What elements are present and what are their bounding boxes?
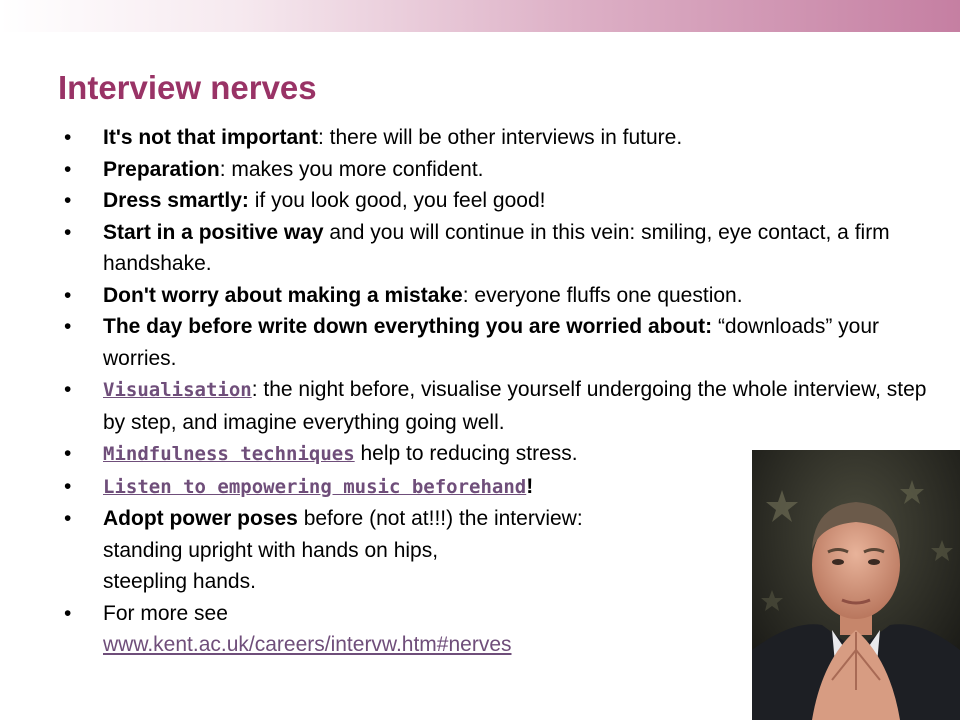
bullet-text: if you look good, you feel good! — [248, 189, 546, 212]
bullet-positive-start — [60, 217, 940, 280]
bullet-preparation — [60, 154, 940, 186]
bullet-text: and you will continue in this vein: smiling, eye contact, a firm handshake. — [103, 220, 890, 275]
bullet-text-line3: steepling hands. — [103, 570, 256, 593]
bullet-dot: • — [64, 283, 72, 307]
mindfulness-link[interactable]: Mindfulness techniques — [103, 443, 355, 465]
bullet-text: ! — [526, 474, 534, 498]
bullet-text: before (not at!!!) the interview: — [297, 507, 583, 530]
bullet-text: : everyone fluffs one question. — [462, 283, 743, 307]
bullet-dot: • — [64, 315, 72, 338]
bullet-dress-smartly — [60, 185, 940, 217]
bullet-write-worries — [60, 311, 940, 374]
bullet-dot: • — [64, 378, 72, 401]
top-gradient-band — [0, 0, 960, 32]
bullet-text: : there will be other interviews in future. — [317, 126, 683, 149]
bullet-dot: • — [64, 507, 72, 530]
bullet-bold-text: The day before write down everything you are worried about: — [103, 315, 713, 338]
bullet-dot: • — [64, 126, 72, 149]
kent-careers-link[interactable]: www.kent.ac.uk/careers/intervw.htm#nerves — [103, 633, 512, 656]
speaker-photo — [752, 450, 960, 720]
bullet-not-important — [60, 122, 940, 154]
bullet-text: “downloads” your worries. — [103, 315, 880, 370]
bullet-bold-text: Don't worry about making a mistake — [103, 283, 463, 307]
bullet-bold-text: Adopt power poses — [103, 507, 298, 530]
bullet-text: For more see — [103, 601, 228, 625]
bullet-text-line2: standing upright with hands on hips, — [103, 538, 439, 562]
bullet-bold-text: Start in a positive way — [103, 220, 324, 244]
bullet-text: : makes you more confident. — [219, 157, 484, 181]
bullet-text: help to reducing stress. — [354, 442, 578, 465]
slide-title: Interview nerves — [58, 69, 317, 106]
bullet-bold-text: Dress smartly: — [103, 189, 249, 212]
bullet-text: : the night before, visualise yourself undergoing the whole interview, step by step, and imagine everything going well. — [103, 378, 927, 434]
bullet-dot: • — [64, 601, 72, 625]
bullet-dot: • — [64, 189, 72, 212]
bullet-bold-text: It's not that important — [103, 126, 318, 149]
bullet-dot: • — [64, 474, 72, 498]
music-link[interactable]: Listen to empowering music beforehand — [103, 475, 527, 498]
bullet-dot: • — [64, 157, 72, 181]
bullet-mistakes — [60, 280, 940, 312]
bullet-dot: • — [64, 442, 72, 465]
visualisation-link[interactable]: Visualisation — [103, 379, 252, 401]
bullet-bold-text: Preparation — [103, 157, 220, 181]
bullet-dot: • — [64, 220, 72, 244]
bullet-visualisation — [60, 374, 940, 438]
